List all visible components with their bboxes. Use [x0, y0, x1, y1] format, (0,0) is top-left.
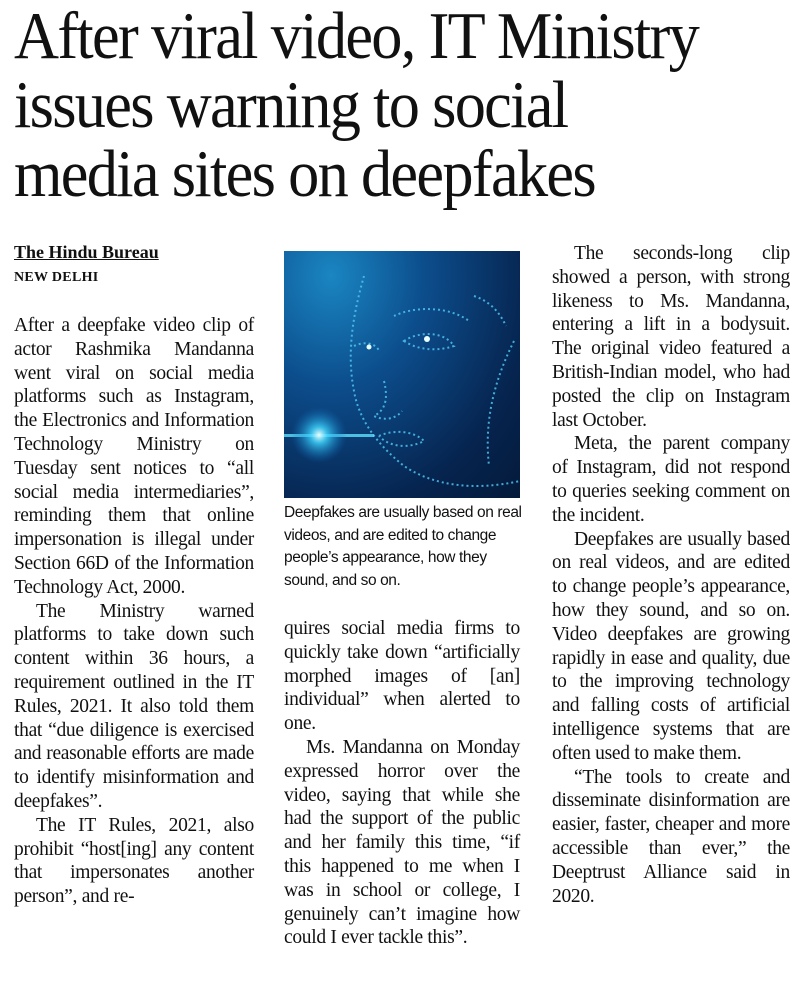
paragraph: The seconds-long clip showed a person, with strong likeness to Ms. Mandanna, entering a lift in a bodysuit. The original video featured a British-Indian model, who had posted the clip on Instagram last October.: [552, 243, 790, 431]
paragraph: quires social media firms to quickly take down “artificially morphed images of [an] individual” when alerted to one.: [284, 618, 520, 735]
headline: [14, 2, 799, 209]
article-column-3: [552, 242, 790, 908]
headline-line: issues warning to social: [14, 68, 568, 142]
paragraph: “The tools to create and disseminate disinformation are easier, faster, cheaper and more accessible than ever,” the Deeptrust Alliance said in 2020.: [552, 766, 790, 907]
paragraph: Ms. Mandanna on Monday expressed horror over the video, saying that while she had the support of the public and her family this time, “if this happened to me when I was in school or college, I genuinely can’t imagine how could I ever tackle this”.: [284, 736, 520, 949]
face-illustration-icon: [284, 251, 520, 498]
paragraph: The Ministry warned platforms to take down such content within 36 hours, a requirement outlined in the IT Rules, 2021. It also told them that “due diligence is exercised and reasonable efforts are made to identify misinformation and deepfakes”.: [14, 600, 254, 812]
headline-line: After viral video, IT Ministry: [14, 0, 699, 73]
photo-caption: Deepfakes are usually based on real videos, and are edited to change people’s appearance, how they sound, and so on.: [284, 504, 522, 589]
dateline: NEW DELHI: [14, 270, 99, 285]
article-column-1: [14, 314, 254, 909]
paragraph: Deepfakes are usually based on real videos, and are edited to change people’s appearance, how they sound, and so on. Video deepfakes are growing rapidly in ease and quality, due to the improving technology and falling costs of artificial intelligence systems that are often used to make them.: [552, 528, 790, 764]
headline-line: media sites on deepfakes: [14, 137, 595, 211]
paragraph: The IT Rules, 2021, also prohibit “host[ing] any content that impersonates another person”, and re-: [14, 814, 254, 908]
article-column-2: [284, 617, 520, 950]
paragraph: Meta, the parent company of Instagram, did not respond to queries seeking comment on the incident.: [552, 433, 790, 526]
paragraph: After a deepfake video clip of actor Rashmika Mandanna went viral on social media platforms such as Instagram, the Electronics and Information Technology Ministry on Tuesday sent notices to “all social media intermediaries”, reminding them that online impersonation is illegal under Section 66D of the Information Technology Act, 2000.: [14, 315, 254, 598]
digital-face-image: [284, 251, 520, 498]
byline: The Hindu Bureau: [14, 242, 159, 262]
